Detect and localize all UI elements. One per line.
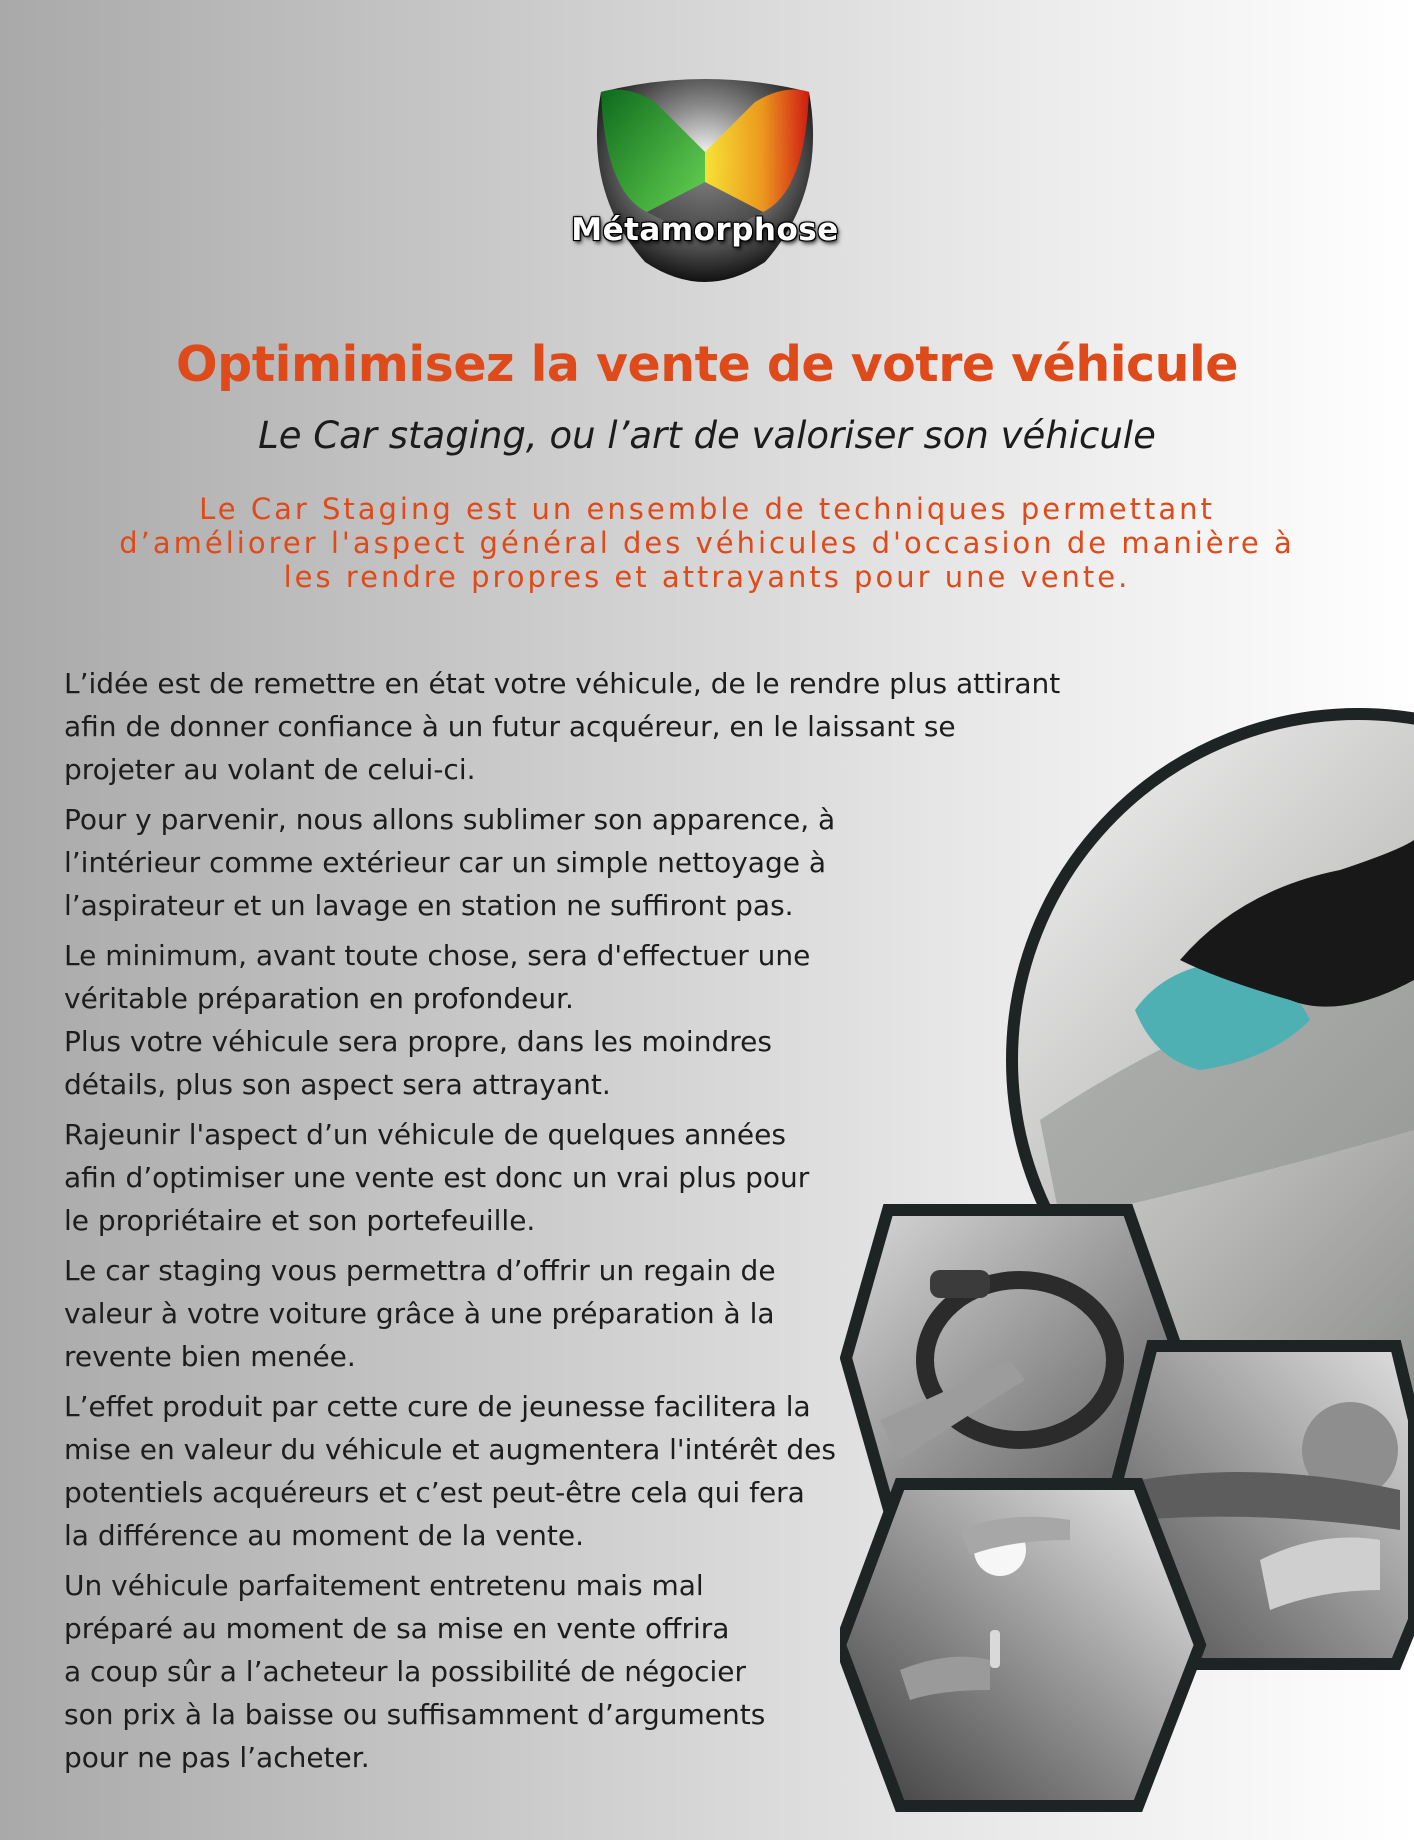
page-subtitle: Le Car staging, ou l’art de valoriser son véhicule xyxy=(258,414,1156,457)
paragraph-4: Rajeunir l'aspect d’un véhicule de quelques années afin d’optimiser une vente est donc un vrai plus pour le propriétaire et son portefeuille. xyxy=(64,1118,810,1237)
paragraph-6: L’effet produit par cette cure de jeunesse facilitera la mise en valeur du véhicule et augmentera l'intérêt des potentiels acquéreurs et c’est peut-être cela qui fera la différence au moment de la vente. xyxy=(64,1390,836,1552)
logo-text: Métamorphose xyxy=(571,212,839,248)
intro-highlight: Le Car Staging est un ensemble de techniques permettant d’améliorer l'aspect général des véhicules d'occasion de manière à les rendre propres et attrayants pour une vente. xyxy=(119,492,1295,594)
paragraph-1: L’idée est de remettre en état votre véhicule, de le rendre plus attirant afin de donner confiance à un futur acquéreur, en le laissant se projeter au volant de celui-ci. xyxy=(64,667,1061,786)
photo-collage xyxy=(840,660,1414,1840)
paragraph-2: Pour y parvenir, nous allons sublimer son apparence, à l’intérieur comme extérieur car un simple nettoyage à l’aspirateur et un lavage en station ne suffiront pas. xyxy=(64,803,836,922)
paragraph-3: Le minimum, avant toute chose, sera d'effectuer une véritable préparation en profondeur. Plus votre véhicule sera propre, dans les moindres détails, plus son aspect sera attrayant. xyxy=(64,939,811,1101)
key-handover-photo xyxy=(840,1484,1200,1806)
paragraph-5: Le car staging vous permettra d’offrir un regain de valeur à votre voiture grâce à une préparation à la revente bien menée. xyxy=(64,1254,776,1373)
paragraph-7: Un véhicule parfaitement entretenu mais mal préparé au moment de sa mise en vente offrira a coup sûr a l’acheteur la possibilité de négocier son prix à la baisse ou suffisamment d’arguments pour ne pas l’acheter. xyxy=(64,1569,766,1774)
metamorphose-logo xyxy=(555,72,855,292)
logo-emblem-icon xyxy=(555,72,855,292)
page-title: Optimimisez la vente de votre véhicule xyxy=(176,336,1238,393)
